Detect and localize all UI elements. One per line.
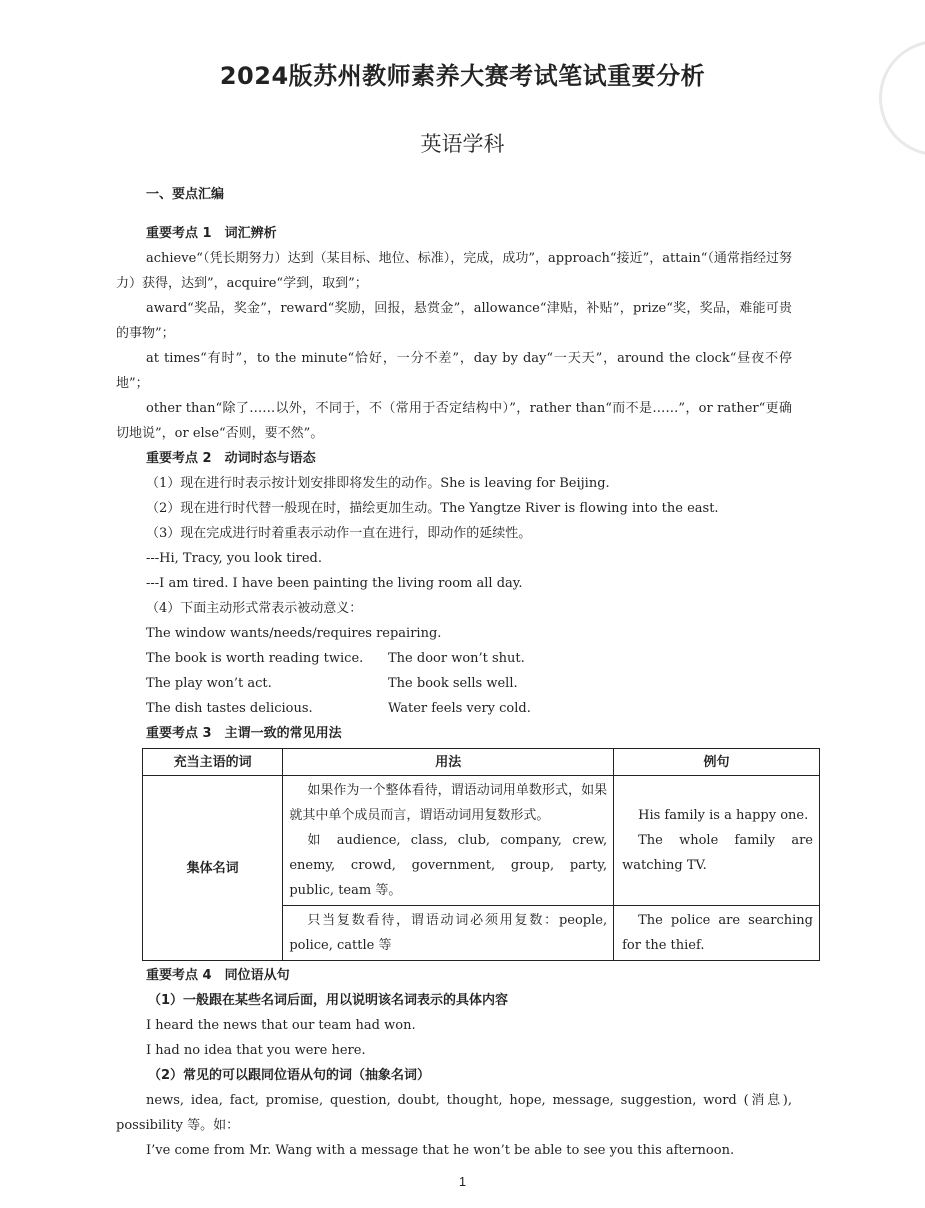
point1-paragraph: award“奖品，奖金”，reward“奖励，回报，悬赏金”，allowance“津贴，补贴”，prize“奖，奖品，难能可贵的事物”；: [116, 301, 792, 341]
example-right: The book sells well.: [388, 676, 518, 691]
point2-heading: 重要考点 2 动词时态与语态: [146, 451, 316, 466]
document-title: 2024版苏州教师素养大赛考试笔试重要分析: [219, 62, 706, 90]
point2-line: （2）现在进行时代替一般现在时，描绘更加生动。The Yangtze River is flowing into the east.: [146, 501, 719, 516]
table-cell-example: [614, 906, 820, 961]
point2-line: ---I am tired. I have been painting the living room all day.: [146, 576, 523, 591]
page-number: 1: [458, 1174, 467, 1189]
example-pair-row: [116, 696, 792, 721]
point1-paragraph: at times“有时”，to the minute“恰好，一分不差”，day by day“一天天”，around the clock“昼夜不停地”；: [116, 351, 792, 391]
point1-paragraph: other than“除了……以外，不同于，不（常用于否定结构中）”，rather than“而不是……”，or rather“更确切地说”，or else“否则，要不然”。: [116, 401, 792, 441]
point2-line: ---Hi, Tracy, you look tired.: [146, 551, 322, 566]
point4-example: I had no idea that you were here.: [146, 1043, 366, 1058]
table-header: 充当主语的词: [143, 749, 283, 776]
point3-heading: 重要考点 3 主谓一致的常见用法: [146, 726, 342, 741]
usage-text: 如果作为一个整体看待，谓语动词用单数形式，如果就其中单个成员而言，谓语动词用复数形式。: [289, 783, 608, 823]
example-text: The whole family are watching TV.: [622, 833, 813, 873]
table-header-row: [143, 749, 820, 776]
table-cell-usage: [283, 906, 614, 961]
usage-text: 如 audience, class, club, company, crew, enemy, crowd, government, group, party, public, team 等。: [289, 833, 608, 898]
point2-line: （1）现在进行时表示按计划安排即将发生的动作。She is leaving for Beijing.: [146, 476, 610, 491]
example-pair-row: [116, 646, 792, 671]
point4-example: I’ve come from Mr. Wang with a message that he won’t be able to see you this afternoon.: [146, 1143, 735, 1158]
example-left: The book is worth reading twice.: [146, 651, 364, 666]
point4-subheading: （2）常见的可以跟同位语从句的词（抽象名词）: [148, 1068, 431, 1083]
usage-text: 只当复数看待，谓语动词必须用复数：people, police, cattle 等: [289, 913, 608, 953]
point2-line: The window wants/needs/requires repairing.: [146, 626, 442, 641]
table-header: 例句: [614, 749, 820, 776]
example-left: The play won’t act.: [146, 676, 272, 691]
section-heading: 一、要点汇编: [146, 187, 225, 202]
table-row: [143, 776, 820, 906]
table-cell-subject: 集体名词: [143, 776, 283, 961]
point4-subheading: （1）一般跟在某些名词后面，用以说明该名词表示的具体内容: [148, 993, 509, 1008]
point4-noun-list: news, idea, fact, promise, question, doubt, thought, hope, message, suggestion, word (消息), possibility 等。如：: [116, 1093, 792, 1133]
example-text: The police are searching for the thief.: [622, 913, 813, 953]
point2-line: （4）下面主动形式常表示被动意义：: [146, 601, 363, 616]
example-right: The door won’t shut.: [388, 651, 525, 666]
point1-heading: 重要考点 1 词汇辨析: [146, 226, 277, 241]
example-right: Water feels very cold.: [388, 701, 531, 716]
example-pair-row: [116, 671, 792, 696]
table-cell-example: [614, 776, 820, 906]
document-subtitle: 英语学科: [420, 132, 505, 156]
point1-paragraph: achieve“（凭长期努力）达到（某目标、地位、标准），完成，成功”，approach“接近”，attain“（通常指经过努力）获得，达到”，acquire“学到，取到”；: [116, 251, 792, 291]
agreement-table: [142, 748, 820, 961]
point2-line: （3）现在完成进行时着重表示动作一直在进行，即动作的延续性。: [146, 526, 532, 541]
point4-heading: 重要考点 4 同位语从句: [146, 968, 290, 983]
example-left: The dish tastes delicious.: [146, 701, 313, 716]
table-header: 用法: [283, 749, 614, 776]
table-cell-usage: [283, 776, 614, 906]
example-text: His family is a happy one.: [638, 808, 809, 823]
point4-example: I heard the news that our team had won.: [146, 1018, 416, 1033]
document-body: [116, 182, 813, 1163]
